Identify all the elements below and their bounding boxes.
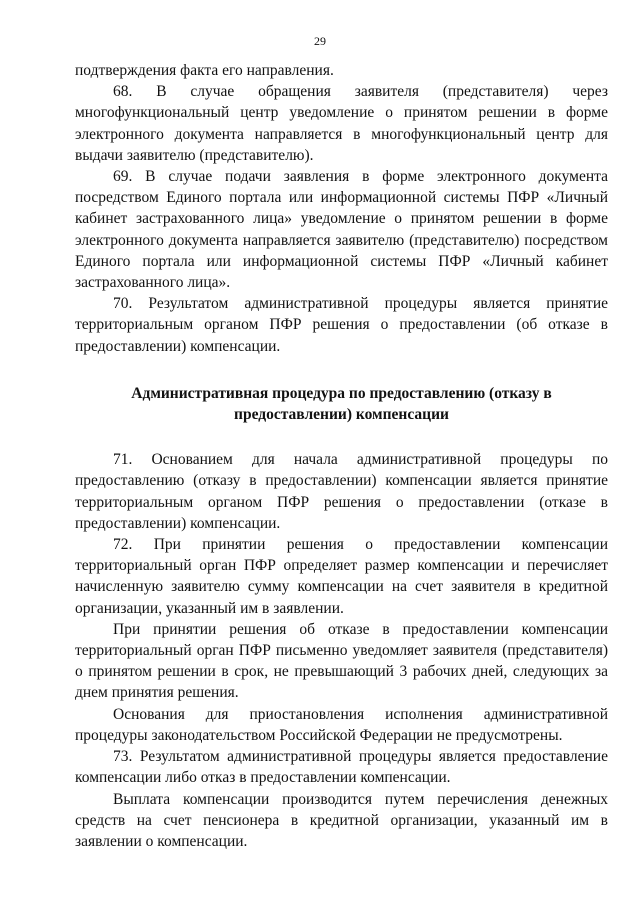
paragraph-refusal-notice: При принятии решения об отказе в предоставлении компенсации территориальный орган ПФР письменно уведомляет заявителя (представителя) о принятом решении в срок, не превышающий 3 рабочих дней, следующих за днем принятия решения.: [75, 620, 608, 702]
paragraph-69: 69. В случае подачи заявления в форме электронного документа посредством Единого портала или информационной системы ПФР «Личный кабинет застрахованного лица» уведомление о принятом решении в форме электронного документа направляется заявителю (представителю) посредством Единого портала или информационной системы ПФР «Личный кабинет застрахованного лица».: [75, 168, 608, 292]
paragraph-payment: Выплата компенсации производится путем перечисления денежных средств на счет пенсионера в кредитной организации, указанный им в заявлении о компенсации.: [75, 790, 608, 850]
paragraph-71: 71. Основанием для начала административной процедуры по предоставлению (отказу в предоставлении) компенсации является принятие территориальным органом ПФР решения о предоставлении (отказе в предоставлении) компенсации.: [75, 451, 608, 532]
paragraph-72: 72. При принятии решения о предоставлении компенсации территориальный орган ПФР определяет размер компенсации и перечисляет начисленную заявителю сумму компенсации на счет заявителя в кредитной организации, указанный им в заявлении.: [75, 536, 608, 617]
section-heading-line-1: Административная процедура по предоставлению (отказу в: [131, 384, 552, 402]
section-heading: [75, 383, 608, 425]
paragraph-suspension-grounds: Основания для приостановления исполнения административной процедуры законодательством Российской Федерации не предусмотрены.: [75, 705, 608, 744]
page-number: 29: [314, 34, 326, 48]
paragraph-continuation: подтверждения факта его направления.: [75, 62, 334, 79]
paragraph-70: 70. Результатом административной процедуры является принятие территориальным органом ПФР решения о предоставлении (об отказе в предоставлении) компенсации.: [75, 295, 608, 355]
section-heading-line-2: предоставлении) компенсации: [234, 406, 449, 424]
document-body: [75, 60, 608, 852]
paragraph-73: 73. Результатом административной процедуры является предоставление компенсации либо отказ в предоставлении компенсации.: [75, 748, 608, 787]
paragraph-68: 68. В случае обращения заявителя (представителя) через многофункциональный центр уведомление о принятом решении в форме электронного документа направляется в многофункциональный центр для выдачи заявителю (представителю).: [75, 83, 608, 164]
